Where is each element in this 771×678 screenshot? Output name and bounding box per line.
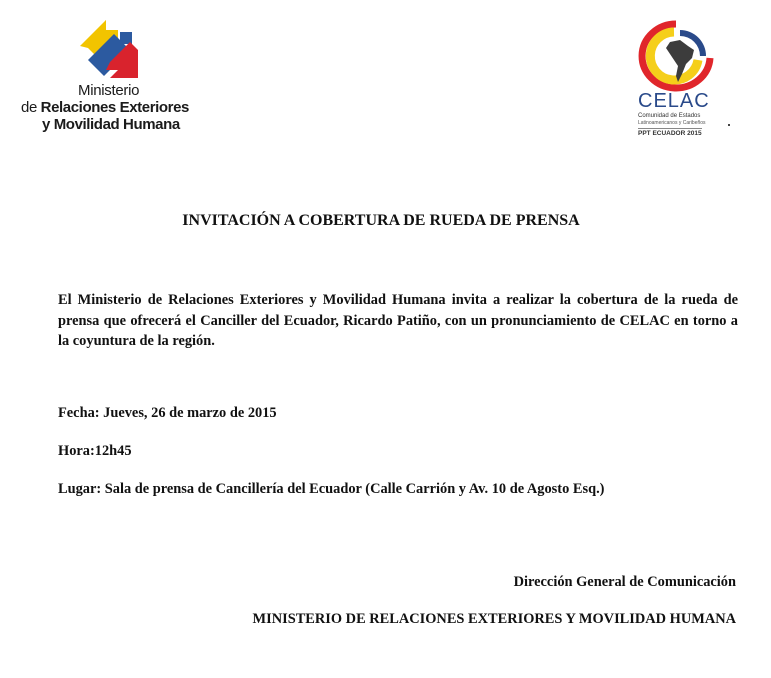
- ministry-logo: [18, 16, 218, 136]
- celac-dot: [728, 124, 730, 126]
- event-date: Fecha: Jueves, 26 de marzo de 2015: [58, 405, 277, 421]
- ministry-wordmark: [18, 82, 218, 133]
- ministry-emblem-icon: [76, 16, 140, 82]
- ministry-line-2-bold: Relaciones Exteriores: [40, 99, 190, 116]
- document-title: INVITACIÓN A COBERTURA DE RUEDA DE PRENSA: [182, 212, 580, 229]
- celac-emblem-icon: [636, 20, 716, 92]
- body-paragraph: El Ministerio de Relaciones Exteriores y Movilidad Humana invita a realizar la cobertura de la rueda de prensa que ofrecerá el Canciller del Ecuador, Ricardo Patiño, con un pronunciamiento de CELAC en torno a la coyuntura de la región.: [58, 292, 738, 349]
- celac-ppt: PPT ECUADOR 2015: [638, 130, 702, 137]
- ministry-line-1: Ministerio: [78, 82, 140, 99]
- celac-subtitle-2: Latinoamericanos y Caribeños: [638, 120, 706, 126]
- ministry-line-3: y Movilidad Humana: [42, 116, 180, 133]
- celac-logo: [632, 20, 732, 140]
- event-time: Hora:12h45: [58, 443, 132, 459]
- ministry-line-2: [21, 99, 218, 116]
- celac-name: CELAC: [638, 90, 710, 112]
- signature-ministry: MINISTERIO DE RELACIONES EXTERIORES Y MOVILIDAD HUMANA: [252, 611, 736, 627]
- celac-subtitle: Comunidad de Estados: [638, 113, 701, 119]
- ministry-line-2-prefix: de: [21, 99, 41, 116]
- event-place: Lugar: Sala de prensa de Cancillería del Ecuador (Calle Carrión y Av. 10 de Agosto Esq.): [58, 481, 605, 497]
- signature-department: Dirección General de Comunicación: [513, 574, 736, 590]
